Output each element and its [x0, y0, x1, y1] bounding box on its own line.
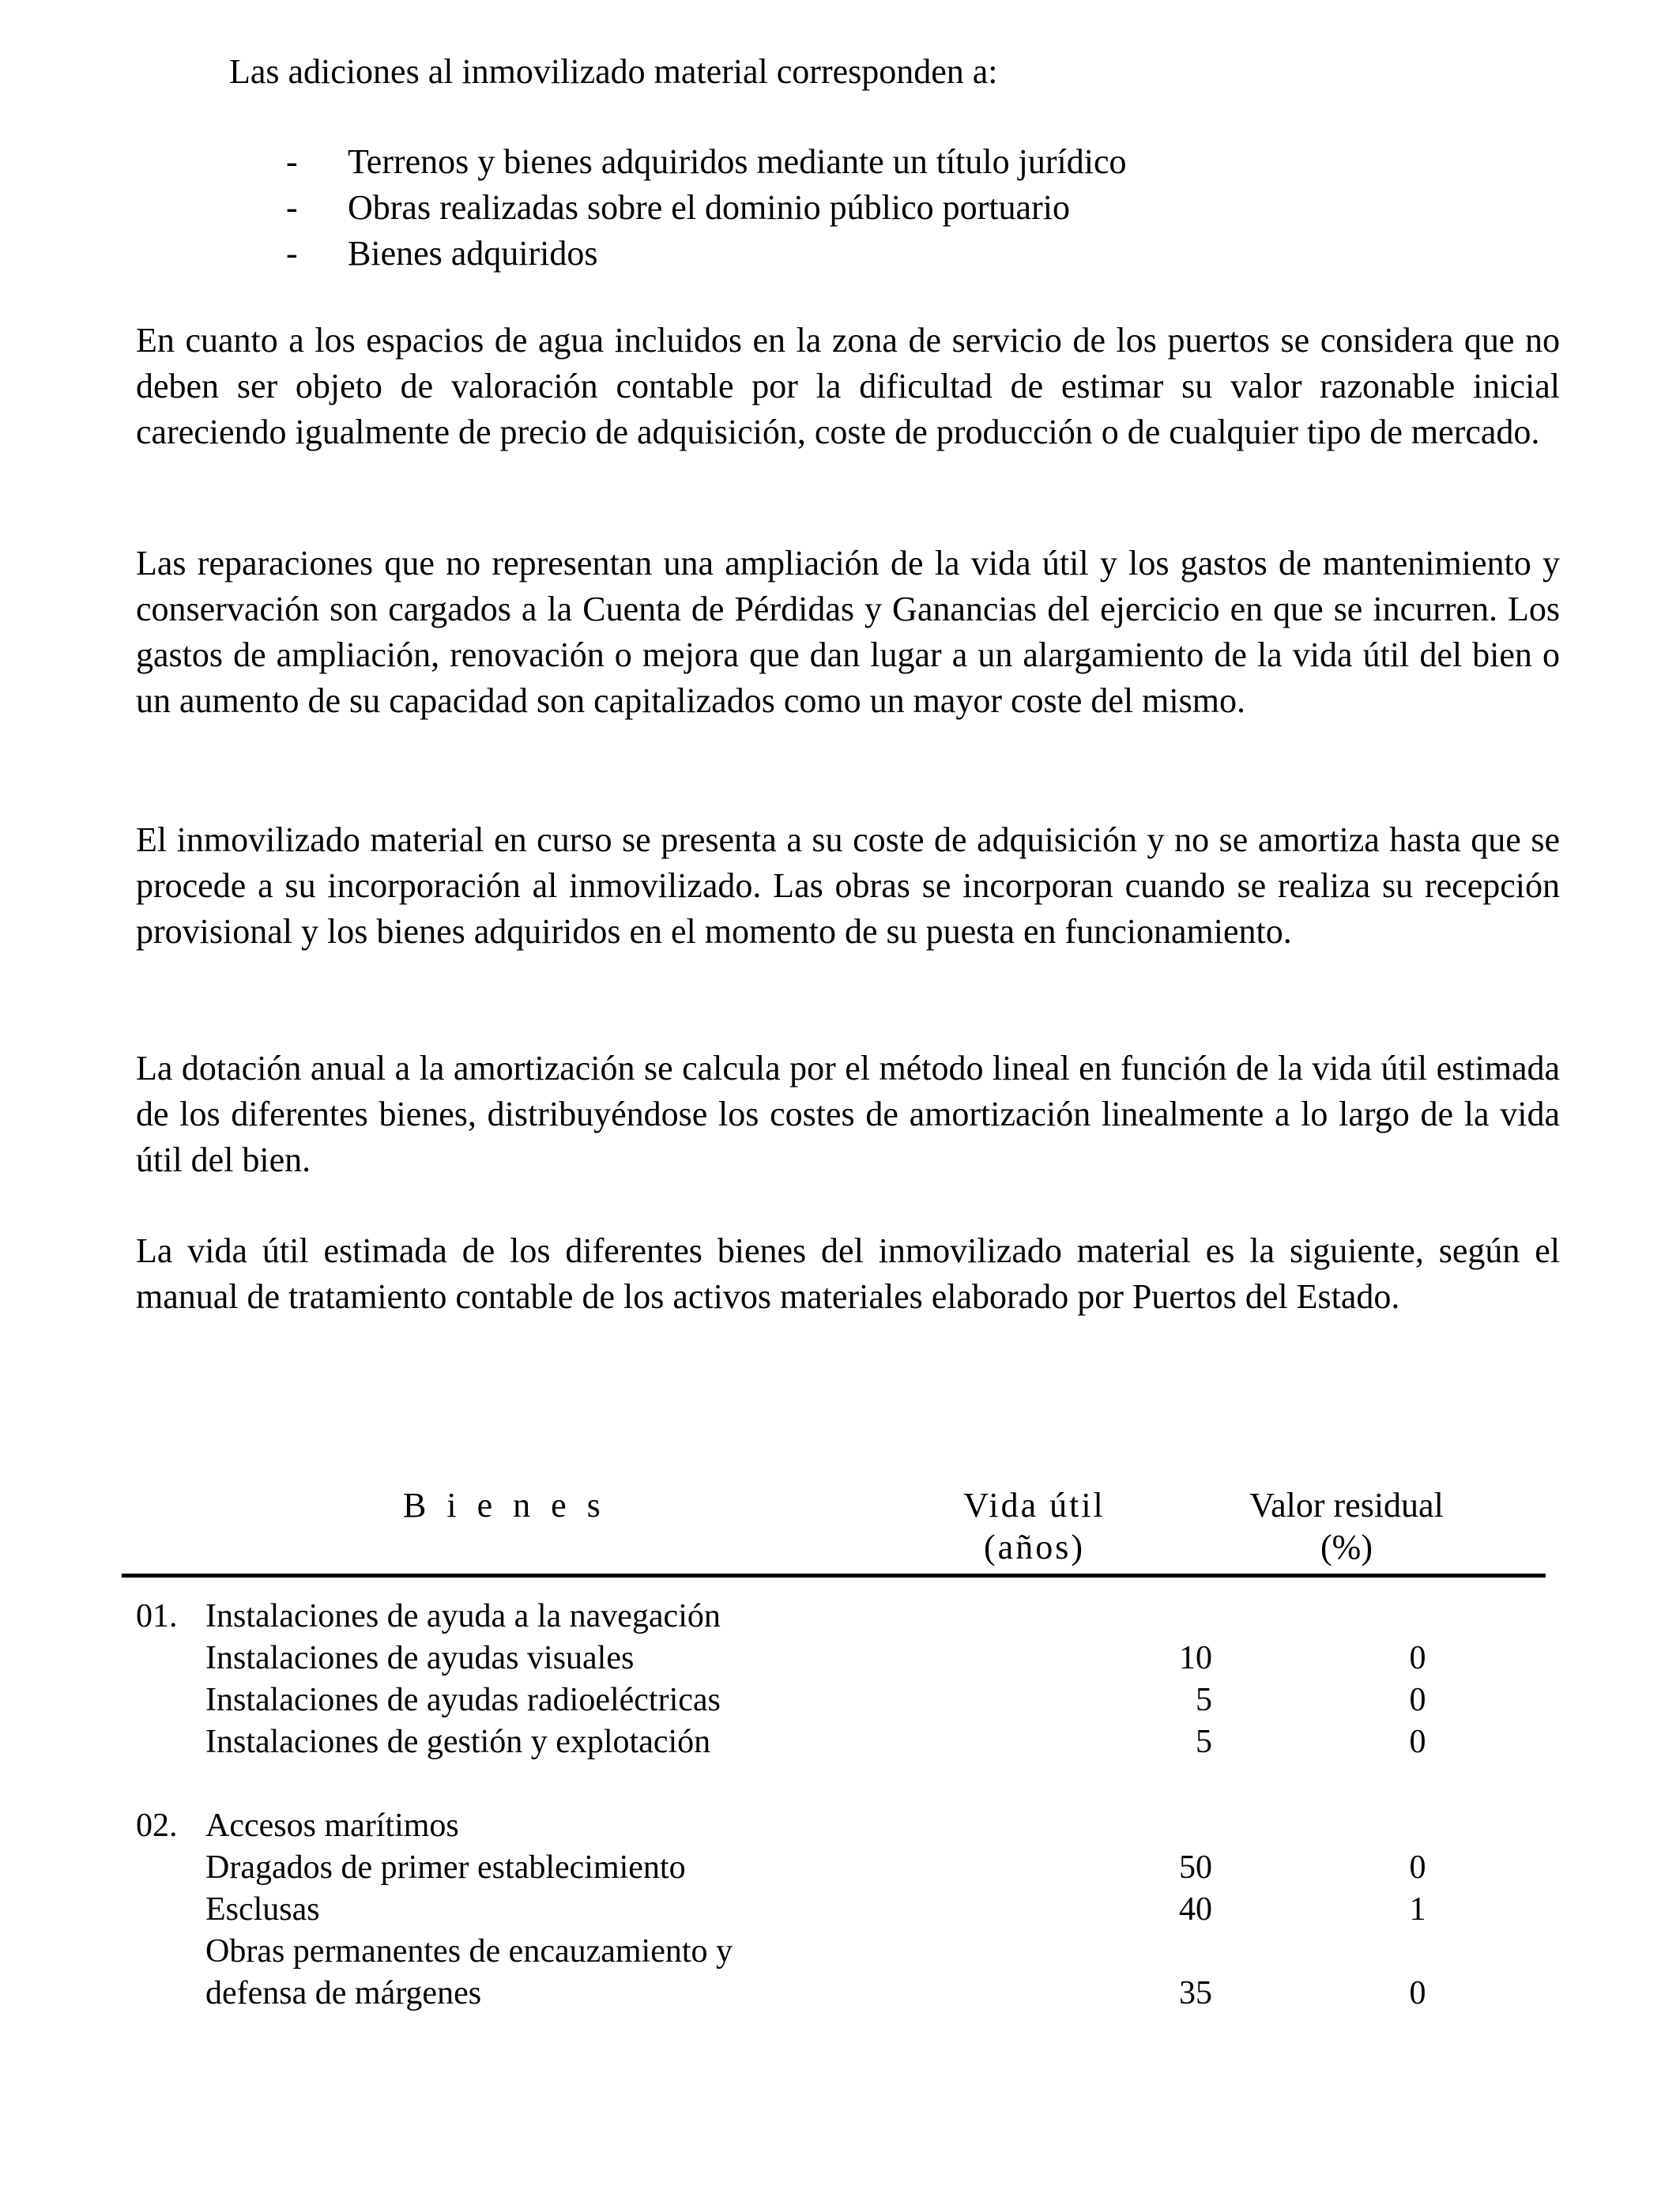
- intro-line: Las adiciones al inmovilizado material corresponden a:: [229, 52, 998, 91]
- item-label: Obras permanentes de encauzamiento y: [205, 1933, 733, 1970]
- table-header: [122, 1484, 1546, 1578]
- item-vida: 10: [1179, 1640, 1212, 1676]
- list-item: [286, 139, 1126, 185]
- item-label: Instalaciones de gestión y explotación: [205, 1724, 711, 1760]
- item-label: Instalaciones de ayudas visuales: [205, 1640, 635, 1676]
- paragraph-espacios-de-agua: En cuanto a los espacios de agua incluidos en la zona de servicio de los puertos se considera que no deben ser objeto de valoración contable por la dificultad de estimar su valor razonable inicial careciendo igualmente de precio de adquisición, coste de producción o de cualquier tipo de mercado.: [136, 321, 1560, 451]
- item-label: Instalaciones de ayudas radioeléctricas: [205, 1682, 721, 1718]
- table-body: [122, 1596, 1546, 2015]
- table-row: [122, 1847, 1546, 1889]
- item-label: defensa de márgenes: [205, 1975, 482, 2011]
- header-bienes: Bienes: [403, 1486, 621, 1525]
- paragraph-vida-util: La vida útil estimada de los diferentes bienes del inmovilizado material es la siguiente, según el manual de tratamiento contable de los activos materiales elaborado por Puertos del Estado.: [136, 1231, 1560, 1316]
- table-row: [122, 1679, 1546, 1721]
- group-number: 01.: [136, 1598, 178, 1634]
- item-valor: 0: [1409, 1724, 1426, 1760]
- item-vida: 35: [1179, 1975, 1212, 2011]
- bullet-list: [286, 139, 1126, 277]
- table-group-row: [122, 1805, 1546, 1847]
- header-valor-residual: [1212, 1484, 1481, 1568]
- list-item: [286, 231, 1126, 277]
- header-valor-line2: (%): [1320, 1528, 1373, 1566]
- item-valor: 0: [1409, 1682, 1426, 1718]
- item-valor: 1: [1409, 1891, 1426, 1928]
- bullet-dash: -: [286, 142, 298, 181]
- item-valor: 0: [1409, 1849, 1426, 1886]
- bullet-text: Bienes adquiridos: [348, 234, 598, 273]
- table-row: [122, 1973, 1546, 2015]
- list-item: [286, 185, 1126, 231]
- item-label: Dragados de primer establecimiento: [205, 1849, 686, 1886]
- paragraph-inmovilizado-en-curso: El inmovilizado material en curso se presenta a su coste de adquisición y no se amortiza hasta que se procede a su incorporación al inmovilizado. Las obras se incorporan cuando se realiza su recepción provisional y los bienes adquiridos en el momento de su puesta en funcionamiento.: [136, 820, 1560, 951]
- header-vida-line2: (años): [984, 1528, 1085, 1566]
- bullet-text: Obras realizadas sobre el dominio público portuario: [348, 188, 1070, 227]
- bullet-dash: -: [286, 188, 298, 227]
- paragraph-dotacion-anual: La dotación anual a la amortización se calcula por el método lineal en función de la vida útil estimada de los diferentes bienes, distribuyéndose los costes de amortización linealmente a lo largo de la vida útil del bien.: [136, 1049, 1560, 1179]
- header-rule: [122, 1574, 1546, 1578]
- item-vida: 50: [1179, 1849, 1212, 1886]
- table-group-row: [122, 1596, 1546, 1638]
- bullet-dash: -: [286, 234, 298, 273]
- paragraph-reparaciones: Las reparaciones que no representan una ampliación de la vida útil y los gastos de mantenimiento y conservación son cargados a la Cuenta de Pérdidas y Ganancias del ejercicio en que se incurren. Los gastos de ampliación, renovación o mejora que dan lugar a un alargamiento de la vida útil del bien o un aumento de su capacidad son capitalizados como un mayor coste del mismo.: [136, 544, 1560, 720]
- group-number: 02.: [136, 1808, 178, 1844]
- item-vida: 40: [1179, 1891, 1212, 1928]
- item-valor: 0: [1409, 1640, 1426, 1676]
- table-spacer: [122, 1763, 1546, 1805]
- header-vida-line1: Vida útil: [963, 1486, 1106, 1525]
- table-row: [122, 1889, 1546, 1931]
- header-valor-line1: Valor residual: [1249, 1486, 1444, 1525]
- item-valor: 0: [1409, 1975, 1426, 2011]
- group-title: Instalaciones de ayuda a la navegación: [205, 1598, 721, 1634]
- item-vida: 5: [1196, 1724, 1212, 1760]
- item-vida: 5: [1196, 1682, 1212, 1718]
- bullet-text: Terrenos y bienes adquiridos mediante un título jurídico: [348, 142, 1127, 181]
- table-row: [122, 1638, 1546, 1679]
- item-label: Esclusas: [205, 1891, 320, 1928]
- table-row: [122, 1721, 1546, 1763]
- table-row: [122, 1931, 1546, 1973]
- header-vida-util: [920, 1484, 1149, 1568]
- group-title: Accesos marítimos: [205, 1808, 459, 1844]
